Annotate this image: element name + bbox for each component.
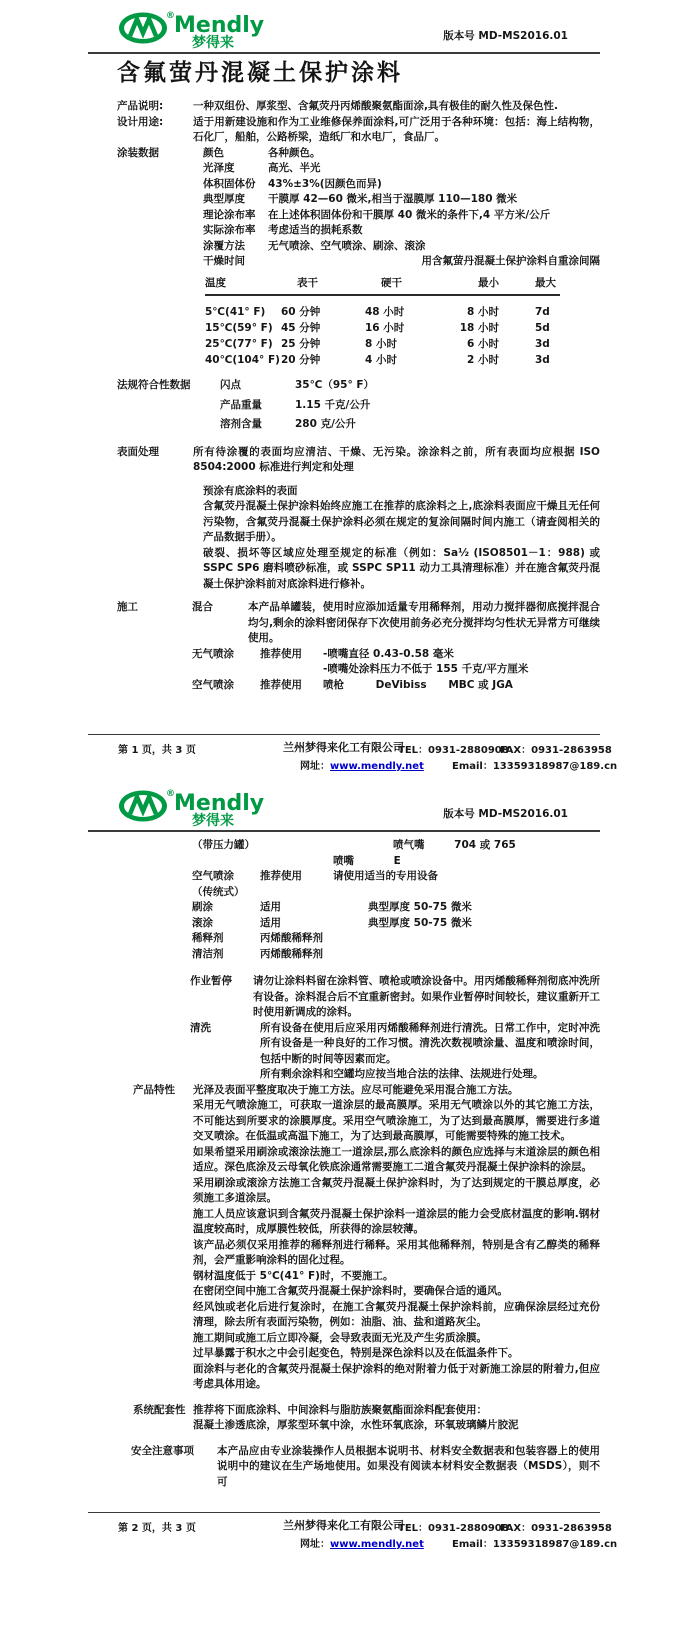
cell-temp: 40℃(104° F) bbox=[205, 354, 280, 366]
coating-key: 实际涂布率 bbox=[203, 224, 256, 236]
coating-value: 43%±3%(因颜色而异) bbox=[268, 177, 382, 190]
feature-para: 面涂料与老化的含氟荧丹混凝土保护涂料的绝对附着力低于对新施工涂层的附着力,但应考虑具体用途。 bbox=[193, 1362, 600, 1390]
brand-name-cn: 梦得来 bbox=[192, 35, 234, 50]
page2-body bbox=[117, 838, 600, 1490]
col-temperature: 温度 bbox=[205, 276, 226, 289]
brand-name-cn: 梦得来 bbox=[192, 813, 234, 828]
design-use-text: 适于用新建设施和作为工业维修保养面涂料,可广泛用于各种环境：包括：海上结构物，石化厂，船舶，公路桥梁，造纸厂和水电厂，食品厂。 bbox=[193, 115, 600, 143]
brush-thickness: 典型厚度 50-75 微米 bbox=[368, 901, 472, 913]
product-desc-label: 产品说明: bbox=[117, 100, 164, 112]
coating-key: 体积固体份 bbox=[203, 177, 256, 190]
coating-key: 理论涂布率 bbox=[203, 208, 256, 221]
cell-surface-dry: 60 分钟 bbox=[281, 306, 321, 318]
thinner-value: 丙烯酸稀释剂 bbox=[260, 932, 323, 944]
cell-surface-dry: 20 分钟 bbox=[281, 354, 321, 366]
application-mix-row bbox=[117, 600, 600, 647]
col-max: 最大 bbox=[535, 276, 556, 289]
air-spray-row bbox=[117, 869, 600, 885]
recoat-note: 用含氟萤丹混凝土保护涂料自重涂间隔 bbox=[421, 255, 600, 267]
surface-treatment-text: 所有待涂覆的表面均应清洁、干燥、无污染。涂涂料之前，所有表面均应根据 ISO 8504:2000 标准进行判定和处理 bbox=[193, 445, 600, 473]
pressure-pot-label: （带压力罐） bbox=[192, 839, 255, 851]
footer-tel: TEL：0931-2880908 bbox=[398, 1523, 509, 1534]
reg-key: 闪点 bbox=[220, 379, 241, 391]
col-min: 最小 bbox=[478, 276, 499, 289]
recommended-label: 推荐使用 bbox=[260, 647, 302, 660]
coating-row bbox=[117, 254, 600, 270]
spray-gun-brand: DeVibiss bbox=[375, 678, 427, 691]
version-label: 版本号 MD-MS2016.01 bbox=[443, 808, 568, 820]
nozzle-cell bbox=[333, 854, 600, 870]
mendly-logo bbox=[116, 784, 281, 828]
cell-surface-dry: 25 分钟 bbox=[281, 338, 321, 350]
regulation-row bbox=[117, 417, 600, 433]
coating-value: 考虑适当的损耗系数 bbox=[268, 224, 363, 236]
precoated-subhead: 预涂有底涂料的表面 bbox=[203, 484, 298, 497]
system-compat-line1: 推荐将下面底涂料、中间涂料与脂肪族聚氨酯面涂料配套使用： bbox=[193, 1403, 487, 1416]
coating-row bbox=[117, 161, 600, 177]
work-pause-text: 请勿让涂料料留在涂料管、喷枪或喷涂设备中。用丙烯酸稀释剂彻底冲洗所有设备。涂料混合后不宜重新密封。如果作业暂停时间较长，建议重新开工时使用新调成的涂料。 bbox=[253, 975, 600, 1018]
version-label: 版本号 MD-MS2016.01 bbox=[443, 30, 568, 42]
nozzle-diameter: -喷嘴直径 0.43-0.58 毫米 bbox=[323, 647, 454, 660]
brand-name: Mendly bbox=[174, 13, 265, 38]
spray-gun-model: MBC 或 JGA bbox=[448, 678, 513, 691]
cell-temp: 5℃(41° F) bbox=[205, 306, 266, 318]
nozzle-value: E bbox=[393, 854, 401, 867]
header-rule bbox=[88, 830, 600, 832]
conventional-row bbox=[117, 885, 600, 901]
air-spray-label: 空气喷涂 bbox=[192, 870, 234, 882]
web-label: 网址： bbox=[300, 1539, 330, 1550]
coating-value: 无气喷涂、空气喷涂、刷涂、滚涂 bbox=[268, 239, 426, 252]
system-compat-section bbox=[117, 1403, 600, 1434]
registered-mark: ® bbox=[166, 789, 175, 799]
page-number: 第 2 页，共 3 页 bbox=[118, 1523, 196, 1534]
cleaner-row bbox=[117, 947, 600, 963]
page-1 bbox=[0, 0, 687, 778]
coating-row bbox=[117, 239, 600, 255]
col-hard-dry: 硬干 bbox=[381, 276, 402, 289]
website-link[interactable]: www.mendly.net bbox=[330, 761, 424, 772]
page1-body bbox=[117, 57, 600, 693]
drying-table-body bbox=[205, 296, 560, 368]
system-compat-line2: 混凝土渗透底涂，厚浆型环氧中涂，水性环氧底涂，环氧玻璃鳞片胶泥 bbox=[193, 1419, 519, 1431]
footer-fax: FAX：0931-2863958 bbox=[500, 745, 612, 756]
cleaning-para2: 所有剩余涂料和空罐均应按当地合法的法律、法规进行处理。 bbox=[260, 1068, 544, 1080]
surface-treatment-label: 表面处理 bbox=[117, 445, 159, 458]
spray-gun-label: 喷枪 bbox=[323, 678, 344, 691]
safety-label: 安全注意事项 bbox=[131, 1444, 194, 1457]
surface-treatment-row bbox=[117, 445, 600, 476]
feature-para: 钢材温度低于 5℃(41° F)时，不要施工。 bbox=[193, 1269, 394, 1282]
reg-value: 280 克/公升 bbox=[295, 418, 356, 430]
coating-key: 干燥时间 bbox=[203, 255, 245, 267]
drying-table-header bbox=[205, 276, 560, 297]
airless-spray-label: 无气喷涂 bbox=[192, 647, 234, 660]
footer-email: Email：13359318987@189.cn bbox=[452, 1539, 618, 1550]
footer-fax: FAX：0931-2863958 bbox=[500, 1523, 612, 1534]
footer-rule bbox=[88, 734, 600, 735]
footer-rule bbox=[88, 1512, 600, 1513]
roller-row bbox=[117, 916, 600, 932]
col-surface-dry: 表干 bbox=[297, 276, 318, 289]
brand-name: Mendly bbox=[174, 791, 265, 816]
air-spray-label: 空气喷涂 bbox=[192, 678, 234, 691]
work-pause-row bbox=[117, 974, 600, 1021]
coating-value: 在上述体积固体份和干膜厚 40 微米的条件下,4 平方米/公斤 bbox=[268, 208, 551, 221]
conventional-label: （传统式） bbox=[192, 885, 245, 898]
cell-surface-dry: 45 分钟 bbox=[281, 322, 321, 334]
drying-time-table bbox=[205, 276, 560, 369]
precoated-section bbox=[203, 484, 600, 593]
product-features-text bbox=[193, 1083, 600, 1393]
coating-key: 典型厚度 bbox=[203, 193, 245, 205]
product-desc-row bbox=[117, 99, 600, 115]
cleaning-row bbox=[117, 1021, 600, 1083]
nozzle-row bbox=[117, 854, 600, 870]
feature-para: 如果希望采用刷涂或滚涂法施工一道涂层,那么底涂料的颜色应选择与末道涂层的颜色相适应。深色底涂及云母氧化铁底涂通常需要施工二道含氟荧丹混凝土保护涂料的涂层。 bbox=[193, 1145, 600, 1173]
cleaning-label: 清洗 bbox=[190, 1021, 211, 1034]
cell-hard-dry: 8 小时 bbox=[365, 338, 397, 350]
cell-max: 5d bbox=[535, 322, 550, 334]
air-spray-row bbox=[117, 678, 600, 694]
recommended-label: 推荐使用 bbox=[260, 870, 302, 882]
airless-spray-row bbox=[117, 647, 600, 678]
product-desc-text: 一种双组份、厚浆型、含氟荧丹丙烯酸聚氨酯面涂,具有极佳的耐久性及保色性. bbox=[193, 100, 558, 112]
precoated-para: 含氟荧丹混凝土保护涂料始终应施工在推荐的底涂料之上,底涂料表面应干燥且无任何污染物，含氟荧丹混凝土保护涂料必须在规定的复涂间隔时间内施工（请查阅相关的产品数据手册）。 bbox=[203, 500, 600, 543]
cell-hard-dry: 16 小时 bbox=[365, 322, 405, 334]
header-rule bbox=[88, 52, 600, 54]
air-spray-values bbox=[323, 678, 600, 694]
feature-para: 采用无气喷涂施工，可获取一道涂层的最高膜厚。采用无气喷涂以外的其它施工方法，不可能达到所要求的涂膜厚度。采用空气喷涂施工，为了达到最高膜厚，需要进行多道交叉喷涂。在低温或高温下施工，为了达到最高膜厚，可能需要特殊的施工技术。 bbox=[193, 1099, 600, 1142]
reg-key: 溶剂含量 bbox=[220, 418, 262, 430]
cell-max: 7d bbox=[535, 306, 550, 318]
coating-row bbox=[117, 192, 600, 208]
mix-label: 混合 bbox=[192, 601, 213, 613]
work-pause-label: 作业暂停 bbox=[190, 975, 232, 987]
cell-hard-dry: 4 小时 bbox=[365, 354, 397, 366]
page-2 bbox=[0, 778, 687, 1638]
cell-max: 3d bbox=[535, 354, 550, 366]
air-spray-value: 请使用适当的专用设备 bbox=[333, 870, 438, 882]
coating-key: 颜色 bbox=[203, 146, 224, 159]
company-name: 兰州梦得来化工有限公司 bbox=[283, 741, 404, 754]
table-row bbox=[205, 352, 560, 368]
feature-para: 过早暴露于积水之中会引起变色，特别是深色涂料以及在低温条件下。 bbox=[193, 1347, 519, 1359]
cell-temp: 25℃(77° F) bbox=[205, 338, 273, 350]
coating-value: 各种颜色。 bbox=[268, 146, 321, 159]
feature-para: 施工人员应该意识到含氟荧丹混凝土保护涂料一道涂层的能力会受底材温度的影响.钢材温度较高时，成厚膜性较低，所获得的涂层较薄。 bbox=[193, 1207, 600, 1235]
feature-para: 施工期间或施工后立即冷凝，会导致表面无光及产生劣质涂膜。 bbox=[193, 1331, 487, 1344]
website-link[interactable]: www.mendly.net bbox=[330, 1539, 424, 1550]
nozzle-pressure: -喷嘴处涂料压力不低于 155 千克/平方厘米 bbox=[323, 663, 529, 675]
product-features-label: 产品特性 bbox=[133, 1083, 175, 1096]
roller-label: 滚涂 bbox=[192, 916, 213, 929]
coating-row bbox=[117, 146, 600, 162]
reg-key: 产品重量 bbox=[220, 398, 262, 411]
coating-row bbox=[117, 177, 600, 193]
cell-min: 8 小时 bbox=[467, 306, 499, 318]
feature-para: 经风蚀或老化后进行复涂时，在施工含氟荧丹混凝土保护涂料前，应确保涂层经过充份清理，除去所有表面污染物，例如：油脂、油、盐和道路灰尘。 bbox=[193, 1300, 600, 1328]
brush-label: 刷涂 bbox=[192, 901, 213, 913]
feature-para: 该产品必须仅采用推荐的稀释剂进行稀释。采用其他稀释剂，特别是含有乙醇类的稀释剂，会严重影响涂料的固化过程。 bbox=[193, 1238, 600, 1266]
system-compat-label: 系统配套性 bbox=[133, 1403, 186, 1416]
design-use-row bbox=[117, 115, 600, 146]
safety-text: 本产品应由专业涂装操作人员根据本说明书、材料安全数据表和包装容器上的使用说明中的建议在生产场地使用。如果没有阅读本材料安全数据表（MSDS），则不可 bbox=[217, 1444, 600, 1488]
regulation-row bbox=[117, 398, 600, 414]
cell-min: 2 小时 bbox=[467, 354, 499, 366]
doc-title: 含氟萤丹混凝土保护涂料 bbox=[117, 60, 403, 86]
brush-row bbox=[117, 900, 600, 916]
applicable-label: 适用 bbox=[260, 901, 281, 913]
reg-value: 35℃（95° F） bbox=[295, 379, 375, 391]
air-nozzle-value: 704 或 765 bbox=[454, 839, 516, 851]
web-label: 网址： bbox=[300, 761, 330, 772]
footer-web bbox=[300, 757, 424, 772]
air-nozzle-label: 喷气嘴 bbox=[393, 839, 425, 851]
registered-mark: ® bbox=[166, 11, 175, 21]
system-compat-text bbox=[193, 1403, 600, 1434]
product-features-section bbox=[117, 1083, 600, 1393]
footer-web bbox=[300, 1535, 424, 1550]
reg-value: 1.15 千克/公升 bbox=[295, 398, 371, 411]
cell-temp: 15℃(59° F) bbox=[205, 322, 273, 334]
coating-row bbox=[117, 208, 600, 224]
table-row bbox=[205, 336, 560, 352]
coating-key: 光泽度 bbox=[203, 162, 235, 174]
mendly-logo bbox=[116, 6, 281, 50]
applicable-label: 适用 bbox=[260, 916, 281, 929]
regulation-label: 法规符合性数据 bbox=[117, 379, 191, 391]
mix-text: 本产品单罐装，使用时应添加适量专用稀释剂，用动力搅拌器彻底搅拌混合均匀,剩余的涂料密闭保存下次使用前务必充分搅拌均匀性状无异常方可继续使用。 bbox=[248, 601, 600, 644]
air-nozzle-cell bbox=[333, 838, 600, 854]
nozzle-label: 喷嘴 bbox=[333, 854, 354, 867]
thinner-row bbox=[117, 931, 600, 947]
thinner-label: 稀释剂 bbox=[192, 932, 224, 944]
coating-value: 干膜厚 42—60 微米,相当于湿膜厚 110—180 微米 bbox=[268, 193, 518, 205]
cell-hard-dry: 48 小时 bbox=[365, 306, 405, 318]
page-number: 第 1 页，共 3 页 bbox=[118, 745, 196, 756]
recommended-label: 推荐使用 bbox=[260, 678, 302, 691]
cell-max: 3d bbox=[535, 338, 550, 350]
cell-min: 18 小时 bbox=[459, 322, 499, 334]
coating-row bbox=[117, 223, 600, 239]
cell-min: 6 小时 bbox=[467, 338, 499, 350]
damage-repair-para: 破裂、损坏等区域应处理至规定的标准（例如：Sa½ (ISO8501－1：988) 或 SSPC SP6 磨料喷砂标准，或 SSPC SP11 动力工具清理标准）并在施含氟荧丹混凝土保护涂料前对底涂料进行修补。 bbox=[203, 546, 600, 590]
table-row bbox=[205, 304, 560, 320]
coating-data-label: 涂装数据 bbox=[117, 146, 159, 159]
feature-para: 在密闭空间中施工含氟荧丹混凝土保护涂料时，要确保合适的通风。 bbox=[193, 1285, 508, 1297]
company-name: 兰州梦得来化工有限公司 bbox=[283, 1519, 404, 1532]
footer-email: Email：13359318987@189.cn bbox=[452, 761, 618, 772]
cleaning-text bbox=[260, 1021, 600, 1083]
cleaner-label: 清洁剂 bbox=[192, 947, 224, 960]
cleaning-para1: 所有设备在使用后应采用丙烯酸稀释剂进行清洗。日常工作中，定时冲洗所有设备是一种良好的工作习惯。清洗次数视喷涂量、温度和喷涂时间，包括中断的时间等因素而定。 bbox=[260, 1021, 600, 1065]
feature-para: 采用刷涂或滚涂方法施工含氟荧丹混凝土保护涂料时，为了达到规定的干膜总厚度，必须施工多道涂层。 bbox=[193, 1176, 600, 1204]
feature-para: 光泽及表面平整度取决于施工方法。应尽可能避免采用混合施工方法。 bbox=[193, 1083, 519, 1096]
coating-key: 涂覆方法 bbox=[203, 239, 245, 252]
design-use-label: 设计用途: bbox=[117, 115, 164, 128]
table-row bbox=[205, 320, 560, 336]
safety-section bbox=[117, 1444, 600, 1491]
pressure-pot-row bbox=[117, 838, 600, 854]
application-label: 施工 bbox=[117, 601, 138, 613]
footer-tel: TEL：0931-2880908 bbox=[398, 745, 509, 756]
coating-value: 高光、半光 bbox=[268, 162, 321, 174]
cleaner-value: 丙烯酸稀释剂 bbox=[260, 947, 323, 960]
roller-thickness: 典型厚度 50-75 微米 bbox=[368, 916, 472, 929]
regulation-row bbox=[117, 378, 600, 394]
airless-values bbox=[323, 647, 600, 678]
